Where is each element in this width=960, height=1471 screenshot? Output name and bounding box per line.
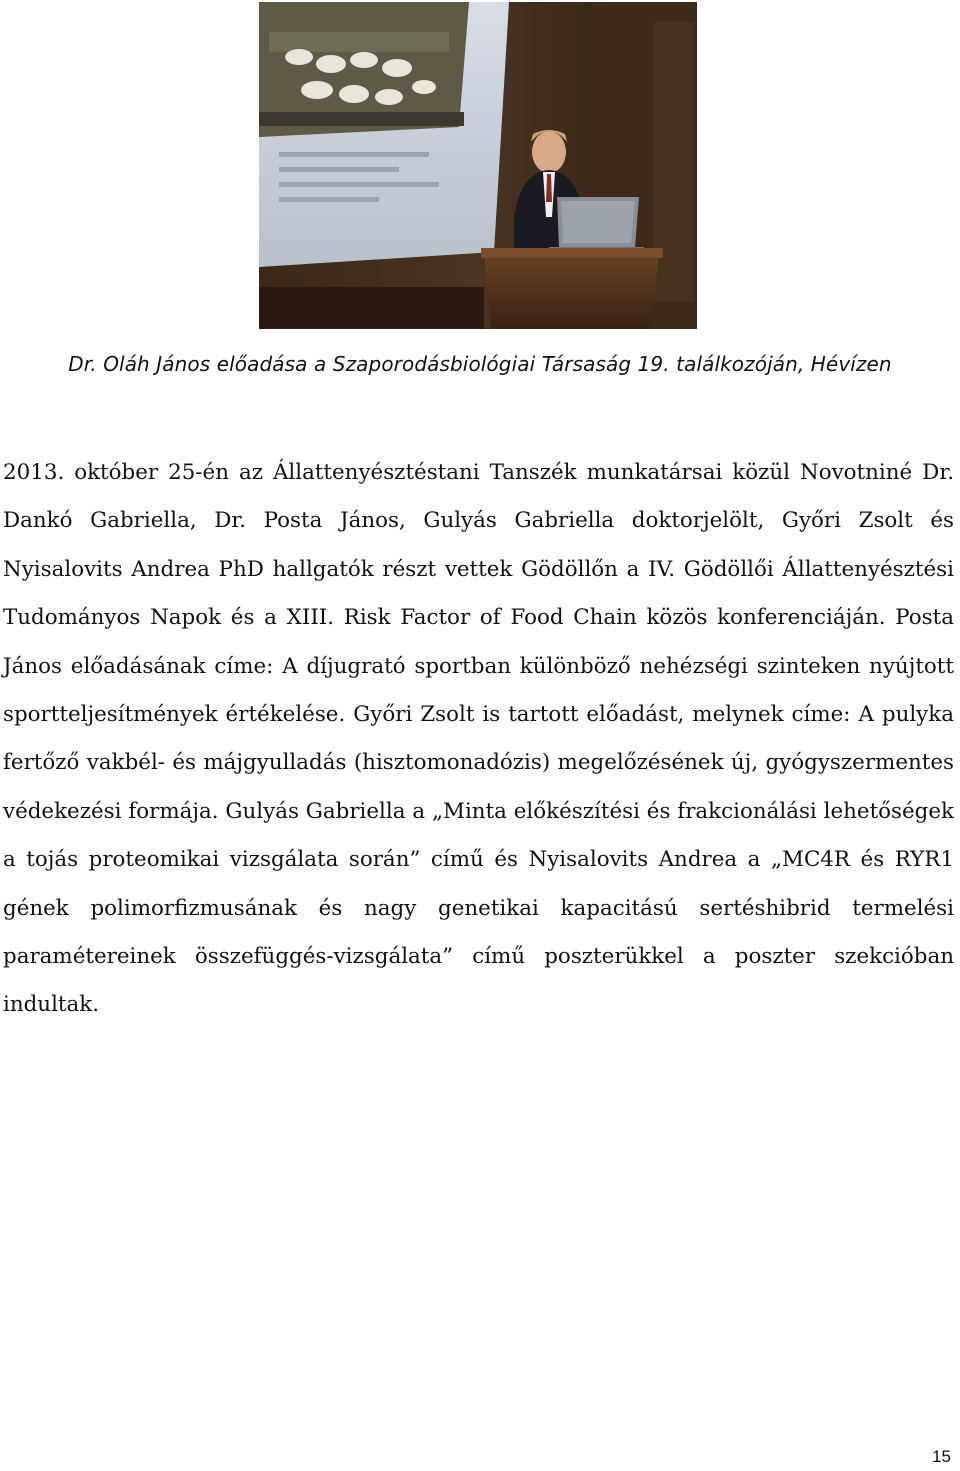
- page-number: 15: [932, 1447, 951, 1466]
- conference-photo: [259, 2, 697, 329]
- article-paragraph: 2013. október 25-én az Állattenyésztéstani Tanszék munkatársai közül Novotniné Dr. Dankó Gabriella, Dr. Posta János, Gulyás Gabriella doktorjelölt, Győri Zsolt és Nyisalovits Andrea PhD hallgatók részt vettek Gödöllőn a IV. Gödöllői Állattenyésztési Tudományos Napok és a XIII. Risk Factor of Food Chain közös konferenciáján. Posta János előadásának címe: A díjugrató sportban különböző nehézségi szinteken nyújtott sportteljesítmények értékelése. Győri Zsolt is tartott előadást, melynek címe: A pulyka fertőző vakbél- és májgyulladás (hisztomonadózis) megelőzésének új, gyógyszermentes védekezési formája. Gulyás Gabriella a „Minta előkészítési és frakcionálási lehetőségek a tojás proteomikai vizsgálata során” című és Nyisalovits Andrea a „MC4R és RYR1 gének polimorfizmusának és nagy genetikai kapacitású sertéshibrid termelési paramétereinek összefüggés-vizsgálata” című poszterükkel a poszter szekcióban indultak.: [3, 460, 954, 1018]
- figure-caption: Dr. Oláh János előadása a Szaporodásbiológiai Társaság 19. találkozóján, Hévízen: [68, 352, 892, 376]
